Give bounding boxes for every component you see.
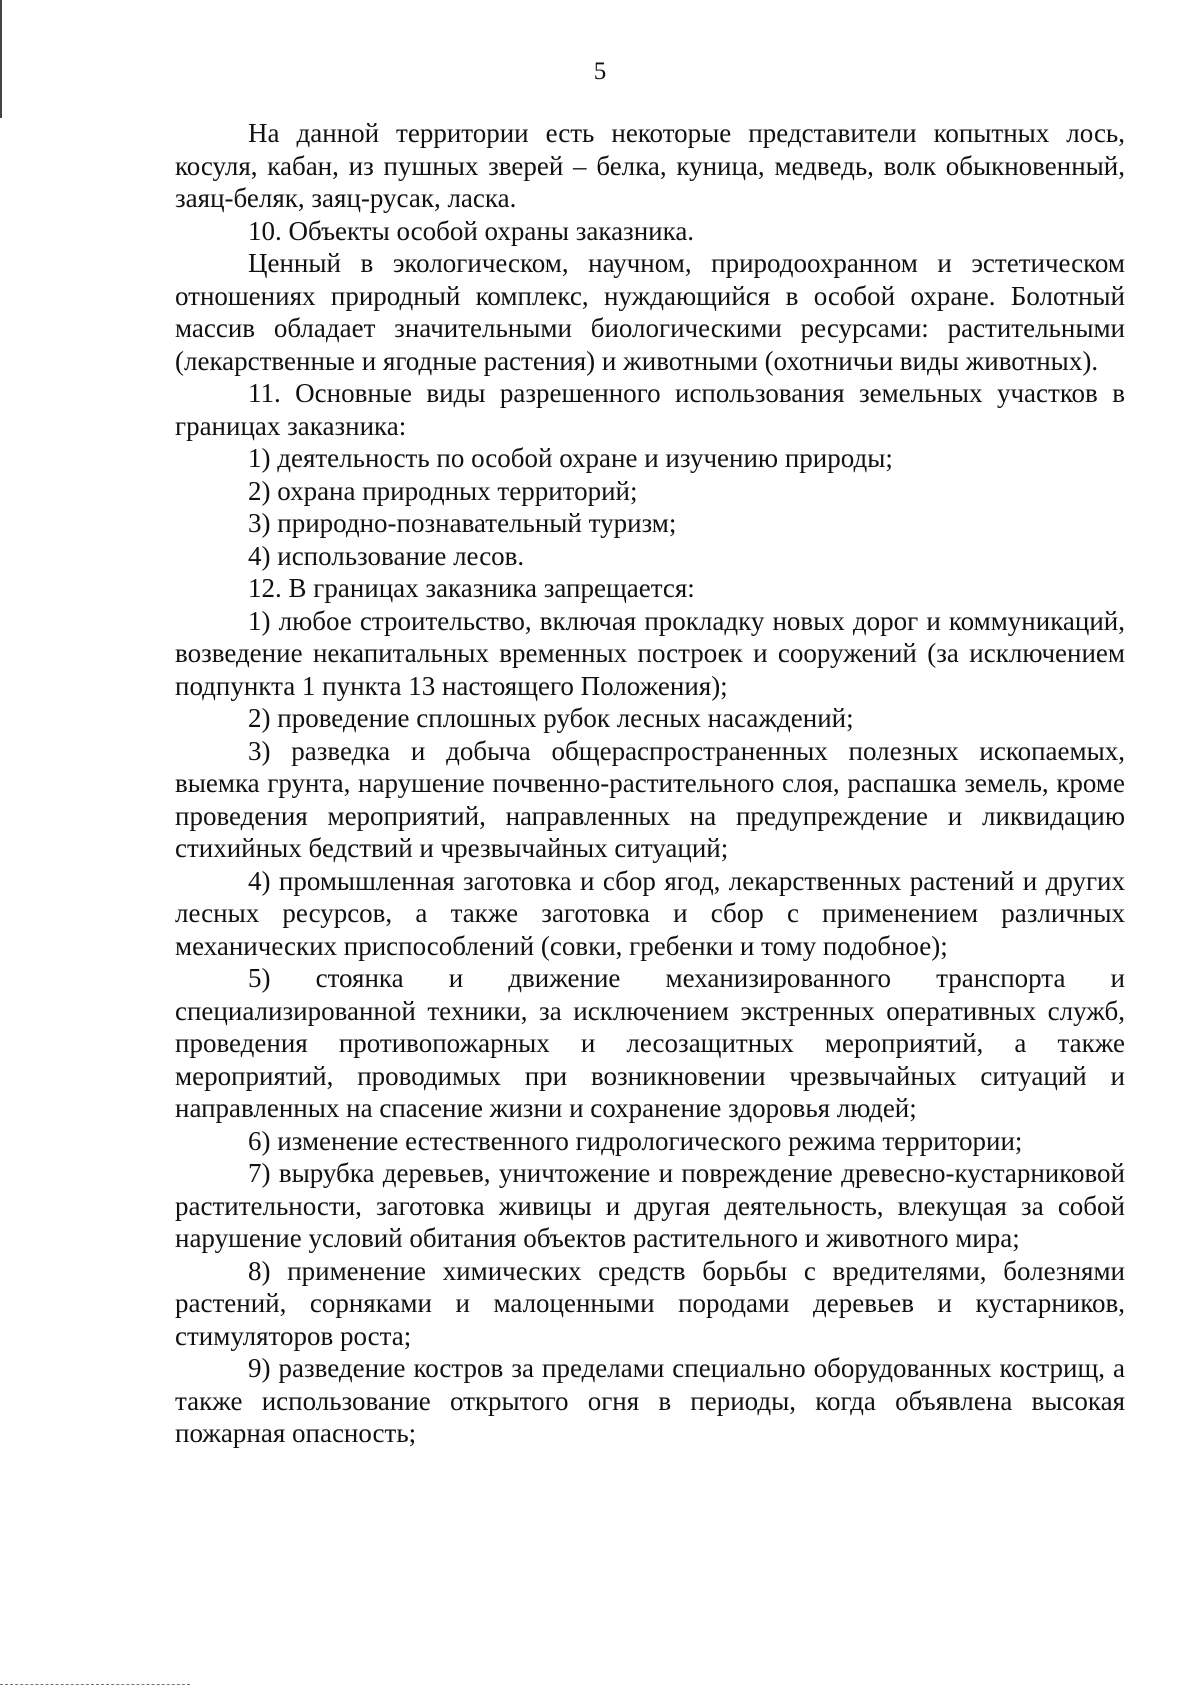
document-body xyxy=(175,117,1125,1450)
list-item-12-3: 3) разведка и добыча общераспространенных полезных ископаемых, выемка грунта, нарушение почвенно-растительного слоя, распашка земель, кроме проведения мероприятий, направленных на предупреждение и ликвидацию стихийных бедствий и чрезвычайных ситуаций; xyxy=(175,735,1125,863)
list-item-12-2: 2) проведение сплошных рубок лесных насаждений; xyxy=(248,703,854,733)
list-item-12-6: 6) изменение естественного гидрологического режима территории; xyxy=(248,1125,1023,1156)
list-item-12-1: 1) любое строительство, включая прокладку новых дорог и коммуникаций, возведение некапитальных временных построек и сооружений (за исключением подпункта 1 пункта 13 настоящего Положения); xyxy=(175,605,1125,701)
page-number: 5 xyxy=(593,58,607,85)
paragraph-10-text: Ценный в экологическом, научном, природоохранном и эстетическом отношениях природный комплекс, нуждающийся в особой охране. Болотный массив обладает значительными биологическими ресурсами: растительными (лекарственные и ягодные растения) и животными (охотничьи виды животных). xyxy=(175,248,1125,376)
list-item-11-2: 2) охрана природных территорий; xyxy=(248,475,638,506)
list-item-11-4: 4) использование лесов. xyxy=(248,540,525,571)
list-item-12-7: 7) вырубка деревьев, уничтожение и повреждение древесно-кустарниковой растительности, заготовка живицы и другая деятельность, влекущая за собой нарушение условий обитания объектов растительного и животного мира; xyxy=(175,1158,1125,1253)
paragraph-10-heading: 10. Объекты особой охраны заказника. xyxy=(248,215,695,246)
paragraph-fauna: На данной территории есть некоторые представители копытных лось, косуля, кабан, из пушных зверей – белка, куница, медведь, волк обыкновенный, заяц-беляк, заяц-русак, ласка. xyxy=(175,118,1125,213)
paragraph-11-heading: 11. Основные виды разрешенного использования земельных участков в границах заказника: xyxy=(175,378,1125,441)
scan-edge-bottom xyxy=(0,1684,190,1686)
list-item-12-4: 4) промышленная заготовка и сбор ягод, лекарственных растений и других лесных ресурсов, а также заготовка и сбор с применением различных механических приспособлений (совки, гребенки и тому подобное); xyxy=(175,865,1125,961)
list-item-11-3: 3) природно-познавательный туризм; xyxy=(248,508,677,538)
paragraph-12-heading: 12. В границах заказника запрещается: xyxy=(248,573,695,603)
list-item-12-5: 5) стоянка и движение механизированного транспорта и специализированной техники, за исключением экстренных оперативных служб, проведения противопожарных и лесозащитных мероприятий, а также мероприятий, проводимых при возникновении чрезвычайных ситуаций и направленных на спасение жизни и сохранение здоровья людей; xyxy=(175,963,1125,1123)
list-item-11-1: 1) деятельность по особой охране и изучению природы; xyxy=(248,443,893,473)
list-item-12-8: 8) применение химических средств борьбы с вредителями, болезнями растений, сорняками и малоценными породами деревьев и кустарников, стимуляторов роста; xyxy=(175,1255,1125,1351)
list-item-12-9: 9) разведение костров за пределами специально оборудованных кострищ, а также использование открытого огня в периоды, когда объявлена высокая пожарная опасность; xyxy=(175,1353,1125,1448)
